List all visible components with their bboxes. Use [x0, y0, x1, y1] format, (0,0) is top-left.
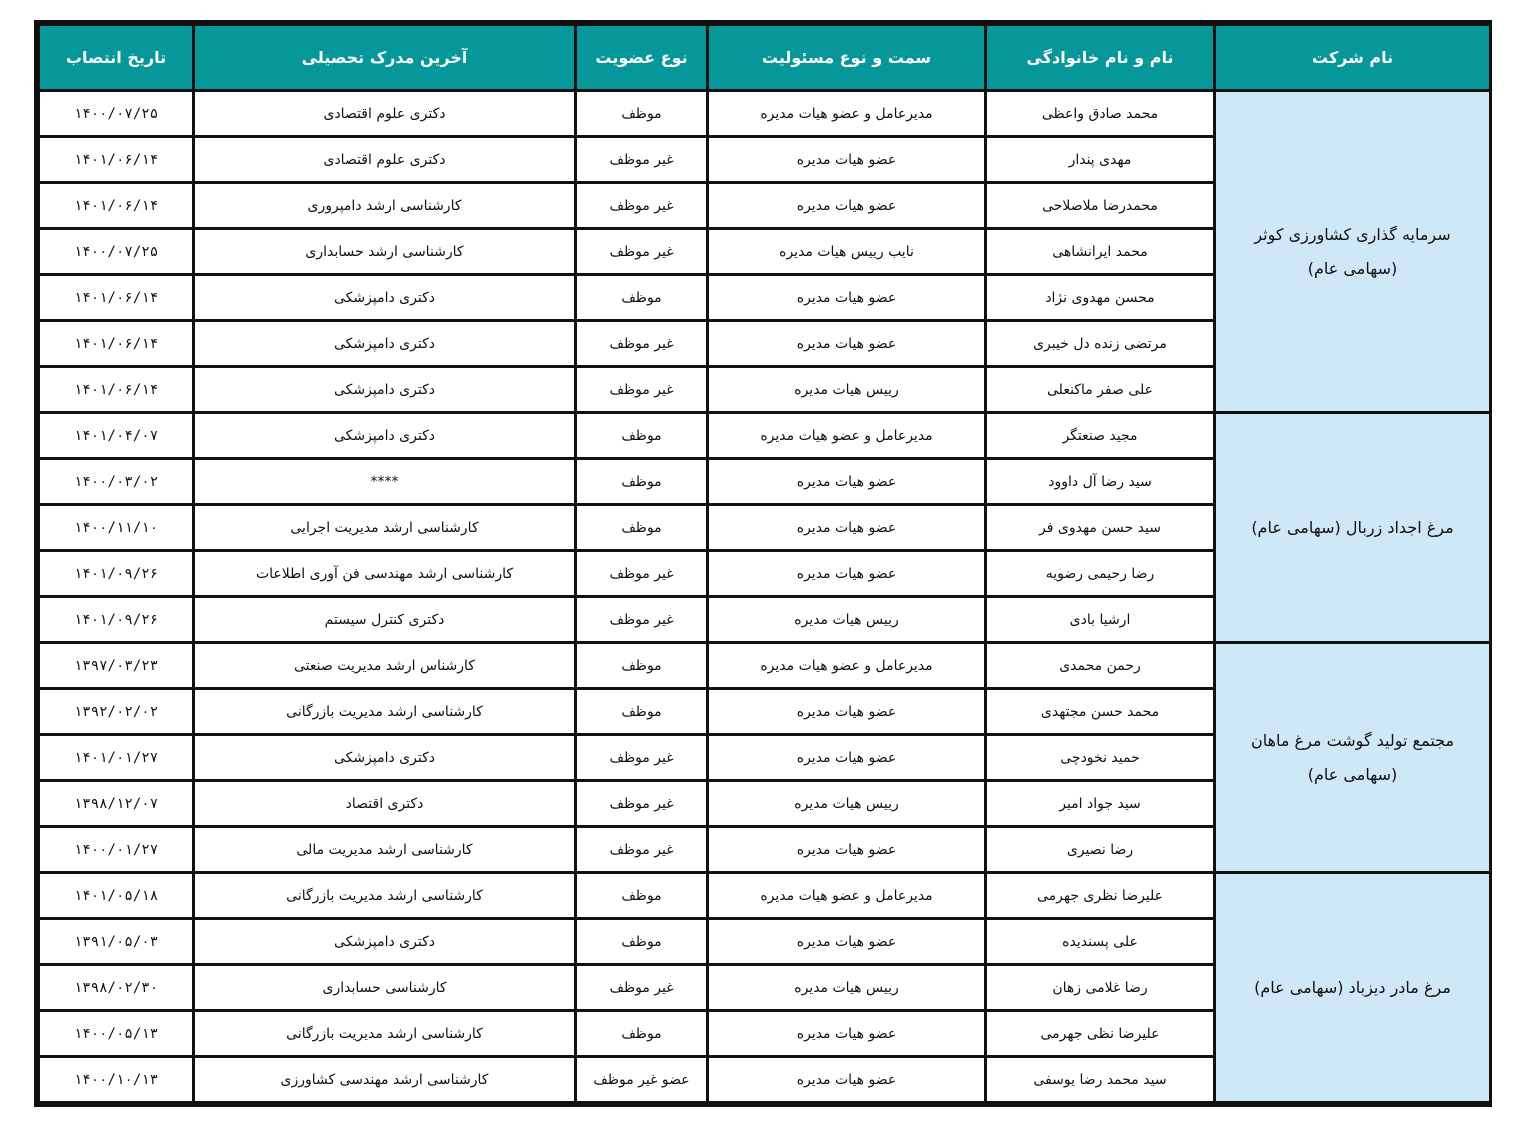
appointment-date-cell: ۱۴۰۱/۰۹/۲۶	[40, 552, 192, 595]
degree-cell: دکتری اقتصاد	[195, 782, 574, 825]
member-name-cell: رضا نصیری	[987, 828, 1213, 871]
board-members-table-frame	[34, 20, 1492, 1107]
position-cell: عضو هیات مدیره	[709, 1012, 984, 1055]
membership-type-cell: غیر موظف	[577, 322, 706, 365]
position-cell: عضو هیات مدیره	[709, 920, 984, 963]
position-cell: عضو هیات مدیره	[709, 184, 984, 227]
header-row	[40, 26, 1489, 89]
company-name-cell: مرغ مادر دیزباد (سهامی عام)	[1216, 874, 1489, 1101]
header-membership: نوع عضویت	[577, 26, 706, 89]
degree-cell: کارشناسی ارشد مدیریت بازرگانی	[195, 690, 574, 733]
member-name-cell: محمدرضا ملاصلاحی	[987, 184, 1213, 227]
membership-type-cell: غیر موظف	[577, 138, 706, 181]
member-name-cell: محسن مهدوی نژاد	[987, 276, 1213, 319]
degree-cell: دکتری دامپزشکی	[195, 414, 574, 457]
table-row	[40, 414, 1489, 457]
position-cell: عضو هیات مدیره	[709, 736, 984, 779]
member-name-cell: حمید نخودچی	[987, 736, 1213, 779]
member-name-cell: مجید صنعتگر	[987, 414, 1213, 457]
appointment-date-cell: ۱۴۰۰/۱۱/۱۰	[40, 506, 192, 549]
degree-cell: کارشناس ارشد مدیریت صنعتی	[195, 644, 574, 687]
membership-type-cell: موظف	[577, 460, 706, 503]
membership-type-cell: غیر موظف	[577, 966, 706, 1009]
member-name-cell: رضا غلامی زهان	[987, 966, 1213, 1009]
appointment-date-cell: ۱۳۹۸/۰۲/۳۰	[40, 966, 192, 1009]
position-cell: عضو هیات مدیره	[709, 276, 984, 319]
appointment-date-cell: ۱۴۰۱/۰۹/۲۶	[40, 598, 192, 641]
appointment-date-cell: ۱۳۹۸/۱۲/۰۷	[40, 782, 192, 825]
position-cell: مدیرعامل و عضو هیات مدیره	[709, 92, 984, 135]
position-cell: عضو هیات مدیره	[709, 460, 984, 503]
degree-cell: دکتری دامپزشکی	[195, 368, 574, 411]
membership-type-cell: موظف	[577, 506, 706, 549]
header-company: نام شرکت	[1216, 26, 1489, 89]
company-name-cell: مجتمع تولید گوشت مرغ ماهان (سهامی عام)	[1216, 644, 1489, 871]
degree-cell: کارشناسی ارشد حسابداری	[195, 230, 574, 273]
degree-cell: کارشناسی ارشد مدیریت بازرگانی	[195, 1012, 574, 1055]
degree-cell: کارشناسی ارشد مهندسی کشاورزی	[195, 1058, 574, 1101]
header-name: نام و نام خانوادگی	[987, 26, 1213, 89]
membership-type-cell: موظف	[577, 644, 706, 687]
membership-type-cell: غیر موظف	[577, 782, 706, 825]
position-cell: رییس هیات مدیره	[709, 782, 984, 825]
membership-type-cell: غیر موظف	[577, 736, 706, 779]
member-name-cell: سید رضا آل داوود	[987, 460, 1213, 503]
appointment-date-cell: ۱۴۰۱/۰۶/۱۴	[40, 138, 192, 181]
degree-cell: دکتری دامپزشکی	[195, 322, 574, 365]
position-cell: رییس هیات مدیره	[709, 598, 984, 641]
membership-type-cell: غیر موظف	[577, 230, 706, 273]
degree-cell: کارشناسی ارشد دامپروری	[195, 184, 574, 227]
position-cell: عضو هیات مدیره	[709, 1058, 984, 1101]
degree-cell: دکتری کنترل سیستم	[195, 598, 574, 641]
membership-type-cell: غیر موظف	[577, 598, 706, 641]
member-name-cell: مرتضی زنده دل خیبری	[987, 322, 1213, 365]
appointment-date-cell: ۱۴۰۰/۰۷/۲۵	[40, 92, 192, 135]
table-body	[40, 92, 1489, 1101]
member-name-cell: مهدی پندار	[987, 138, 1213, 181]
member-name-cell: علیرضا نظری جهرمی	[987, 874, 1213, 917]
membership-type-cell: غیر موظف	[577, 828, 706, 871]
member-name-cell: سید جواد امیر	[987, 782, 1213, 825]
membership-type-cell: غیر موظف	[577, 184, 706, 227]
position-cell: نایب رییس هیات مدیره	[709, 230, 984, 273]
appointment-date-cell: ۱۴۰۱/۰۱/۲۷	[40, 736, 192, 779]
table-header	[40, 26, 1489, 89]
member-name-cell: محمد ایرانشاهی	[987, 230, 1213, 273]
membership-type-cell: موظف	[577, 920, 706, 963]
membership-type-cell: عضو غیر موظف	[577, 1058, 706, 1101]
table-row	[40, 644, 1489, 687]
member-name-cell: محمد صادق واعظی	[987, 92, 1213, 135]
board-members-table	[37, 23, 1492, 1104]
appointment-date-cell: ۱۴۰۱/۰۵/۱۸	[40, 874, 192, 917]
company-name-cell: سرمایه گذاری کشاورزی کوثر (سهامی عام)	[1216, 92, 1489, 411]
member-name-cell: سید محمد رضا یوسفی	[987, 1058, 1213, 1101]
membership-type-cell: غیر موظف	[577, 552, 706, 595]
degree-cell: ****	[195, 460, 574, 503]
appointment-date-cell: ۱۳۹۲/۰۲/۰۲	[40, 690, 192, 733]
membership-type-cell: موظف	[577, 690, 706, 733]
appointment-date-cell: ۱۴۰۱/۰۶/۱۴	[40, 368, 192, 411]
degree-cell: کارشناسی ارشد مهندسی فن آوری اطلاعات	[195, 552, 574, 595]
degree-cell: دکتری علوم اقتصادی	[195, 92, 574, 135]
position-cell: رییس هیات مدیره	[709, 966, 984, 1009]
degree-cell: کارشناسی حسابداری	[195, 966, 574, 1009]
position-cell: عضو هیات مدیره	[709, 828, 984, 871]
member-name-cell: ارشیا بادی	[987, 598, 1213, 641]
appointment-date-cell: ۱۳۹۱/۰۵/۰۳	[40, 920, 192, 963]
appointment-date-cell: ۱۴۰۱/۰۶/۱۴	[40, 276, 192, 319]
appointment-date-cell: ۱۴۰۱/۰۴/۰۷	[40, 414, 192, 457]
appointment-date-cell: ۱۴۰۱/۰۶/۱۴	[40, 322, 192, 365]
degree-cell: دکتری دامپزشکی	[195, 920, 574, 963]
table-row	[40, 92, 1489, 135]
position-cell: مدیرعامل و عضو هیات مدیره	[709, 644, 984, 687]
appointment-date-cell: ۱۴۰۰/۰۱/۲۷	[40, 828, 192, 871]
appointment-date-cell: ۱۴۰۰/۰۳/۰۲	[40, 460, 192, 503]
degree-cell: دکتری علوم اقتصادی	[195, 138, 574, 181]
appointment-date-cell: ۱۴۰۰/۰۷/۲۵	[40, 230, 192, 273]
position-cell: عضو هیات مدیره	[709, 506, 984, 549]
member-name-cell: رضا رحیمی رضویه	[987, 552, 1213, 595]
member-name-cell: علی پسندیده	[987, 920, 1213, 963]
membership-type-cell: موظف	[577, 1012, 706, 1055]
membership-type-cell: موظف	[577, 92, 706, 135]
member-name-cell: رحمن محمدی	[987, 644, 1213, 687]
company-name-cell: مرغ اجداد زربال (سهامی عام)	[1216, 414, 1489, 641]
position-cell: عضو هیات مدیره	[709, 138, 984, 181]
position-cell: عضو هیات مدیره	[709, 690, 984, 733]
member-name-cell: سید حسن مهدوی فر	[987, 506, 1213, 549]
header-degree: آخرین مدرک تحصیلی	[195, 26, 574, 89]
degree-cell: کارشناسی ارشد مدیریت اجرایی	[195, 506, 574, 549]
appointment-date-cell: ۱۴۰۱/۰۶/۱۴	[40, 184, 192, 227]
membership-type-cell: موظف	[577, 414, 706, 457]
membership-type-cell: موظف	[577, 874, 706, 917]
position-cell: مدیرعامل و عضو هیات مدیره	[709, 874, 984, 917]
member-name-cell: علیرضا نظی جهرمی	[987, 1012, 1213, 1055]
header-date: تاریخ انتصاب	[40, 26, 192, 89]
degree-cell: دکتری دامپزشکی	[195, 276, 574, 319]
position-cell: رییس هیات مدیره	[709, 368, 984, 411]
header-position: سمت و نوع مسئولیت	[709, 26, 984, 89]
membership-type-cell: غیر موظف	[577, 368, 706, 411]
appointment-date-cell: ۱۴۰۰/۰۵/۱۳	[40, 1012, 192, 1055]
table-row	[40, 874, 1489, 917]
position-cell: عضو هیات مدیره	[709, 552, 984, 595]
degree-cell: کارشناسی ارشد مدیریت مالی	[195, 828, 574, 871]
degree-cell: کارشناسی ارشد مدیریت بازرگانی	[195, 874, 574, 917]
member-name-cell: محمد حسن مجتهدی	[987, 690, 1213, 733]
degree-cell: دکتری دامپزشکی	[195, 736, 574, 779]
position-cell: مدیرعامل و عضو هیات مدیره	[709, 414, 984, 457]
appointment-date-cell: ۱۴۰۰/۱۰/۱۳	[40, 1058, 192, 1101]
member-name-cell: علی صفر ماکنعلی	[987, 368, 1213, 411]
position-cell: عضو هیات مدیره	[709, 322, 984, 365]
appointment-date-cell: ۱۳۹۷/۰۳/۲۳	[40, 644, 192, 687]
membership-type-cell: موظف	[577, 276, 706, 319]
